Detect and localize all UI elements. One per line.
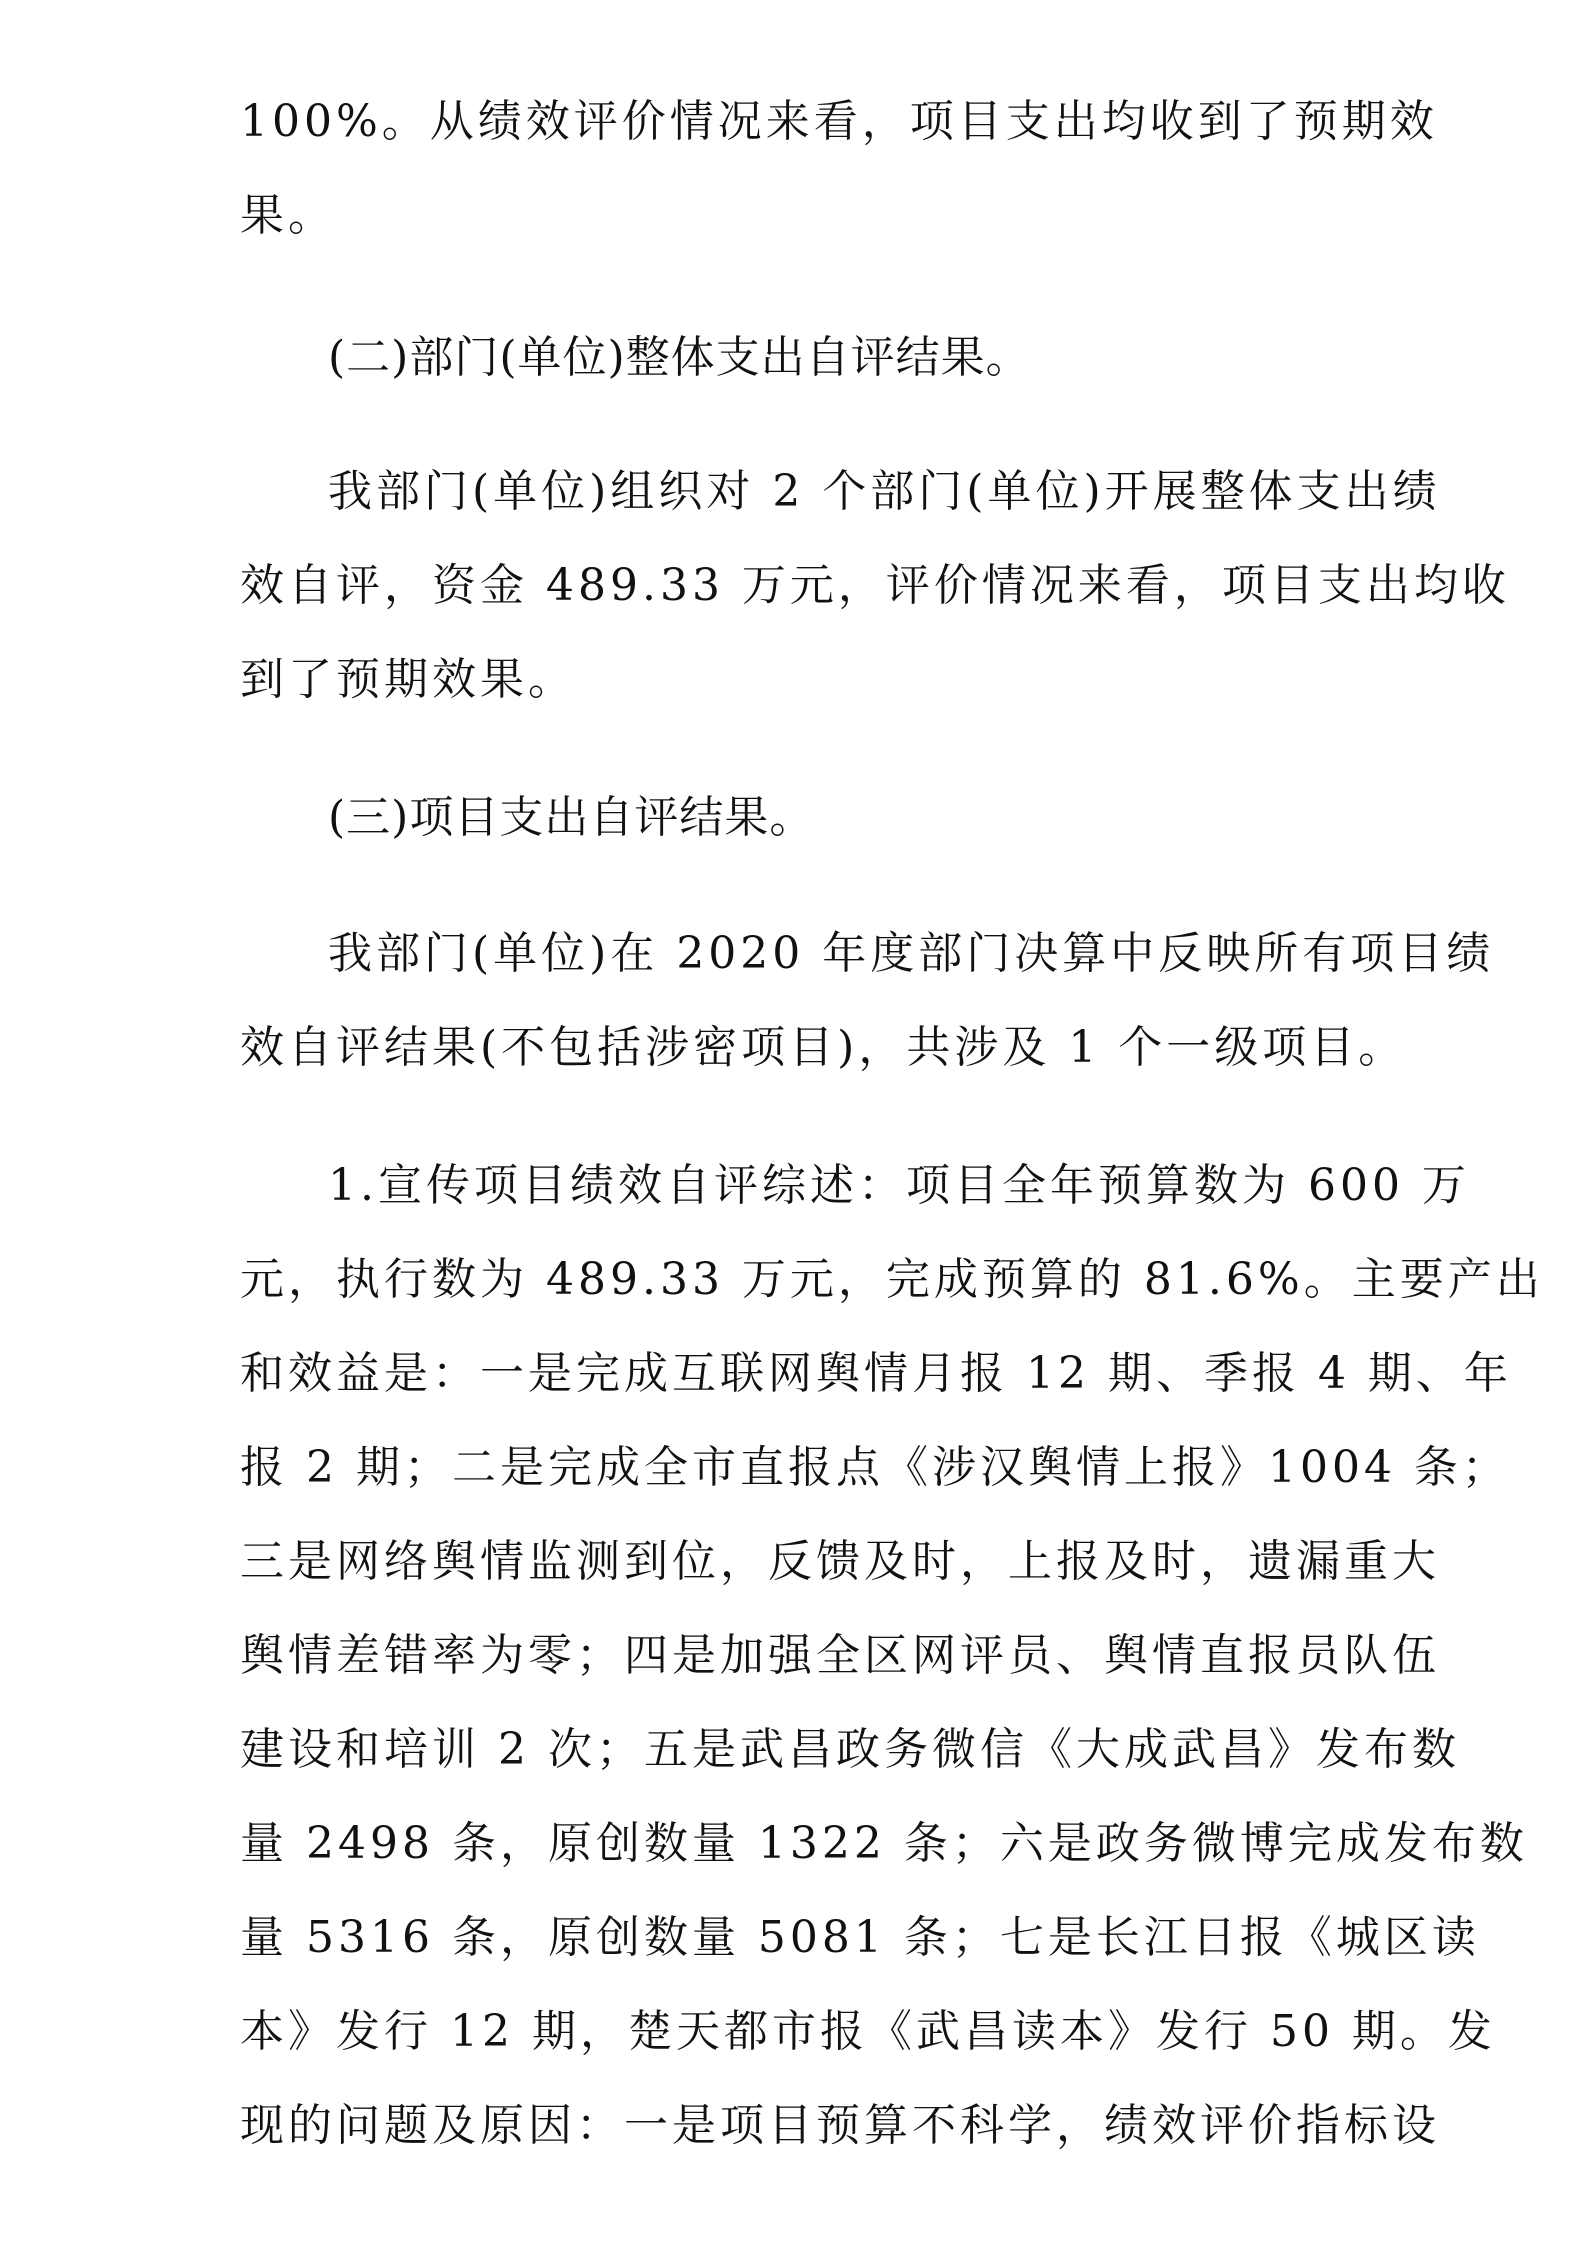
paragraph-line: 三是网络舆情监测到位，反馈及时，上报及时，遗漏重大 <box>240 1536 1440 1587</box>
paragraph-line: 到了预期效果。 <box>240 654 576 705</box>
paragraph-line: 现的问题及原因：一是项目预算不科学，绩效评价指标设 <box>240 2100 1440 2151</box>
paragraph-line: 建设和培训 2 次；五是武昌政务微信《大成武昌》发布数 <box>240 1724 1460 1775</box>
paragraph-line: 和效益是：一是完成互联网舆情月报 12 期、季报 4 期、年 <box>240 1348 1512 1399</box>
paragraph-line: 本》发行 12 期，楚天都市报《武昌读本》发行 50 期。发 <box>240 2006 1496 2057</box>
section-heading: (二)部门(单位)整体支出自评结果。 <box>328 332 1031 383</box>
paragraph-line: 1.宣传项目绩效自评综述：项目全年预算数为 600 万 <box>328 1160 1470 1211</box>
paragraph-line: 100%。从绩效评价情况来看，项目支出均收到了预期效 <box>240 96 1438 147</box>
paragraph-line: 效自评结果(不包括涉密项目)，共涉及 1 个一级项目。 <box>240 1022 1407 1073</box>
paragraph-line: 报 2 期；二是完成全市直报点《涉汉舆情上报》1004 条； <box>240 1442 1510 1493</box>
paragraph-line: 量 2498 条，原创数量 1322 条；六是政务微博完成发布数 <box>240 1818 1528 1869</box>
paragraph-line: 我部门(单位)组织对 2 个部门(单位)开展整体支出绩 <box>328 466 1441 517</box>
paragraph-line: 我部门(单位)在 2020 年度部门决算中反映所有项目绩 <box>328 928 1495 979</box>
paragraph-line: 量 5316 条，原创数量 5081 条；七是长江日报《城区读 <box>240 1912 1480 1963</box>
paragraph-line: 元，执行数为 489.33 万元，完成预算的 81.6%。主要产出 <box>240 1254 1544 1305</box>
paragraph-line: 果。 <box>240 190 336 241</box>
paragraph-line: 效自评，资金 489.33 万元，评价情况来看，项目支出均收 <box>240 560 1510 611</box>
paragraph-line: 舆情差错率为零；四是加强全区网评员、舆情直报员队伍 <box>240 1630 1440 1681</box>
section-heading: (三)项目支出自评结果。 <box>328 792 815 843</box>
